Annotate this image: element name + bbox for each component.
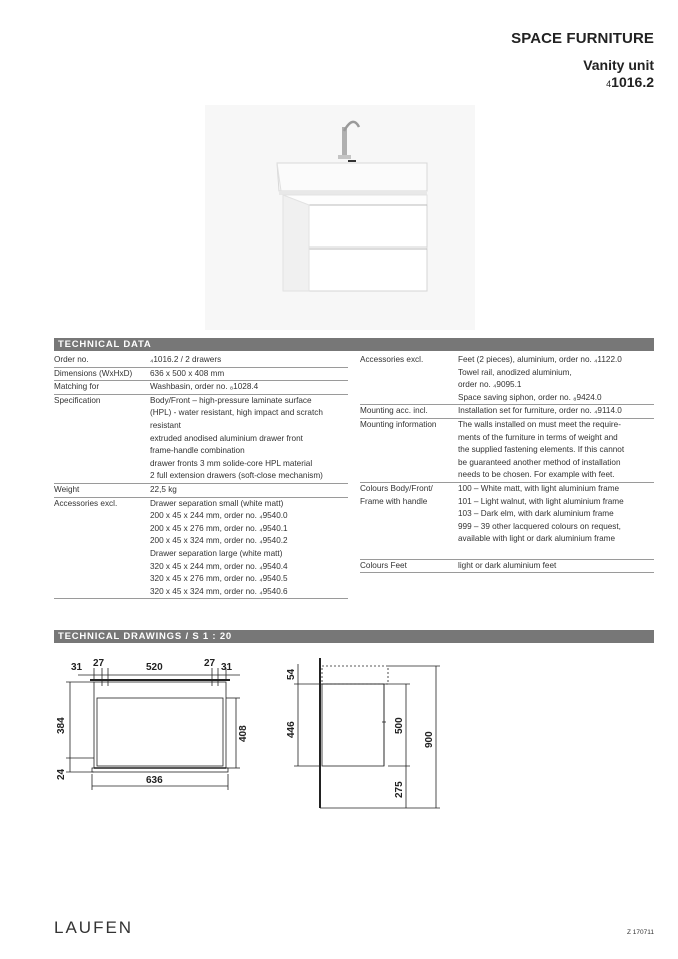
technical-data-left bbox=[54, 354, 348, 599]
row-label-text: Weight bbox=[54, 484, 80, 494]
article-prefix: 4 bbox=[606, 79, 612, 89]
row-label bbox=[54, 484, 150, 497]
row-label-text: Matching for bbox=[54, 382, 100, 392]
row-label-text: Mounting acc. incl. bbox=[360, 406, 428, 416]
dim-left-bottom: 24 bbox=[56, 768, 67, 780]
row-label bbox=[54, 354, 150, 367]
table-row bbox=[54, 484, 348, 498]
row-label bbox=[360, 405, 458, 418]
table-row bbox=[360, 419, 654, 483]
side-dim-floor: 275 bbox=[394, 781, 405, 798]
row-value-line: 200 x 45 x 324 mm, order no. ₄9540.2 bbox=[150, 536, 288, 546]
table-row bbox=[54, 354, 348, 368]
article-number bbox=[583, 74, 654, 93]
row-value-line: 200 x 45 x 276 mm, order no. ₄9540.1 bbox=[150, 523, 288, 533]
row-value bbox=[458, 560, 654, 573]
row-label-text: Order no. bbox=[54, 355, 89, 364]
row-value-line: resistant bbox=[150, 420, 181, 430]
row-value bbox=[150, 368, 348, 381]
row-value bbox=[150, 484, 348, 497]
dim-right-depth: 408 bbox=[238, 725, 249, 742]
row-label bbox=[360, 419, 458, 482]
row-label-text: Colours Feet bbox=[360, 560, 407, 570]
dim-top-1: 31 bbox=[71, 662, 83, 673]
row-value-line: the supplied fastening elements. If this cannot bbox=[458, 445, 625, 455]
row-value-line: 320 x 45 x 244 mm, order no. ₄9540.4 bbox=[150, 561, 288, 571]
row-label bbox=[54, 381, 150, 394]
dim-top-4: 27 bbox=[204, 658, 216, 669]
row-value-line: (HPL) - water resistant, high impact and scratch bbox=[150, 408, 323, 418]
row-value bbox=[458, 419, 654, 482]
row-value-line: ₄1016.2 / 2 drawers bbox=[150, 355, 222, 364]
side-view-drawing bbox=[282, 650, 452, 815]
row-value bbox=[458, 483, 654, 559]
table-row bbox=[54, 368, 348, 382]
row-value bbox=[458, 354, 654, 404]
row-value bbox=[150, 395, 348, 483]
front-view-drawing bbox=[50, 650, 250, 800]
row-value-line: available with light or dark aluminium frame bbox=[458, 534, 615, 544]
table-row bbox=[360, 560, 654, 574]
row-value-line: drawer fronts 3 mm solide-core HPL material bbox=[150, 458, 313, 468]
side-dim-total: 900 bbox=[424, 731, 435, 748]
product-photo bbox=[205, 105, 475, 330]
side-dim-top: 54 bbox=[286, 668, 297, 680]
dim-left-height: 384 bbox=[56, 717, 67, 734]
document-code: Z 170711 bbox=[627, 929, 654, 936]
section-technical-data: TECHNICAL DATA bbox=[54, 338, 654, 351]
article-number-value: 1016.2 bbox=[611, 74, 654, 90]
row-value-line: 999 – 39 other lacquered colours on request, bbox=[458, 521, 621, 531]
row-value-line: 22,5 kg bbox=[150, 484, 177, 494]
table-row bbox=[54, 498, 348, 600]
header-product bbox=[583, 57, 654, 93]
row-label bbox=[360, 560, 458, 573]
row-value bbox=[150, 381, 348, 394]
dim-bottom-width: 636 bbox=[146, 775, 163, 786]
side-dim-body: 446 bbox=[286, 721, 297, 738]
row-value-line: 100 – White matt, with light aluminium frame bbox=[458, 483, 620, 493]
row-label-text: Specification bbox=[54, 395, 101, 405]
header-category: SPACE FURNITURE bbox=[511, 30, 654, 47]
row-value-line: Drawer separation small (white matt) bbox=[150, 498, 284, 508]
row-value-line: ments of the furniture in terms of weight and bbox=[458, 432, 618, 442]
row-value-line: 2 full extension drawers (soft-close mechanism) bbox=[150, 471, 323, 481]
table-row bbox=[54, 381, 348, 395]
row-value-line: light or dark aluminium feet bbox=[458, 560, 557, 570]
table-row bbox=[360, 405, 654, 419]
row-label-text: Frame with handle bbox=[360, 496, 428, 506]
row-label-text: Mounting information bbox=[360, 419, 437, 429]
row-value-line: Drawer separation large (white matt) bbox=[150, 548, 283, 558]
row-label-text: Dimensions (WxHxD) bbox=[54, 368, 133, 378]
row-value-line: Body/Front – high-pressure laminate surface bbox=[150, 395, 312, 405]
technical-data-right bbox=[360, 354, 654, 573]
row-value bbox=[150, 354, 348, 367]
row-value-line: needs to be chosen. For example with feet. bbox=[458, 470, 615, 480]
row-label-text: Accessories excl. bbox=[360, 355, 424, 364]
row-value-line: frame-handle combination bbox=[150, 446, 245, 456]
row-value-line: Feet (2 pieces), aluminium, order no. ₄1122.0 bbox=[458, 355, 622, 364]
table-row bbox=[54, 395, 348, 484]
row-value-line bbox=[458, 546, 654, 559]
row-value-line: 636 x 500 x 408 mm bbox=[150, 368, 225, 378]
row-value-line: be guaranteed another method of installation bbox=[458, 457, 621, 467]
table-row bbox=[360, 354, 654, 405]
row-value-line: order no. ₄9095.1 bbox=[458, 380, 522, 390]
section-technical-drawings: TECHNICAL DRAWINGS / S 1 : 20 bbox=[54, 630, 654, 643]
row-label bbox=[54, 368, 150, 381]
dim-top-2: 27 bbox=[93, 658, 105, 669]
vanity-unit-image bbox=[205, 105, 475, 330]
row-label bbox=[54, 395, 150, 483]
row-value-line: Installation set for furniture, order no. ₄9114.0 bbox=[458, 406, 622, 416]
row-value-line: 320 x 45 x 276 mm, order no. ₄9540.5 bbox=[150, 574, 288, 584]
row-value-line: Space saving siphon, order no. ₈9424.0 bbox=[458, 392, 602, 402]
row-label bbox=[360, 483, 458, 559]
row-value-line: Washbasin, order no. ₈1028.4 bbox=[150, 382, 259, 392]
row-label bbox=[360, 354, 458, 404]
row-value-line: The walls installed on must meet the require- bbox=[458, 419, 621, 429]
row-value-line: 200 x 45 x 244 mm, order no. ₄9540.0 bbox=[150, 511, 288, 521]
brand-logo: LAUFEN bbox=[54, 918, 134, 937]
row-label-text: Accessories excl. bbox=[54, 498, 118, 508]
dim-top-3: 520 bbox=[146, 662, 163, 673]
row-value-line: 320 x 45 x 324 mm, order no. ₄9540.6 bbox=[150, 586, 288, 596]
row-value-line: 103 – Dark elm, with dark aluminium frame bbox=[458, 509, 614, 519]
row-value bbox=[458, 405, 654, 418]
table-row bbox=[360, 483, 654, 560]
row-label bbox=[54, 498, 150, 599]
row-value-line: 101 – Light walnut, with light aluminium frame bbox=[458, 496, 624, 506]
product-name: Vanity unit bbox=[583, 57, 654, 73]
dim-top-5: 31 bbox=[221, 662, 233, 673]
row-value bbox=[150, 498, 348, 599]
row-value-line: Towel rail, anodized aluminium, bbox=[458, 367, 572, 377]
row-value-line: extruded anodised aluminium drawer front bbox=[150, 433, 303, 443]
side-dim-front: 500 bbox=[394, 717, 405, 734]
row-label-text: Colours Body/Front/ bbox=[360, 483, 433, 493]
